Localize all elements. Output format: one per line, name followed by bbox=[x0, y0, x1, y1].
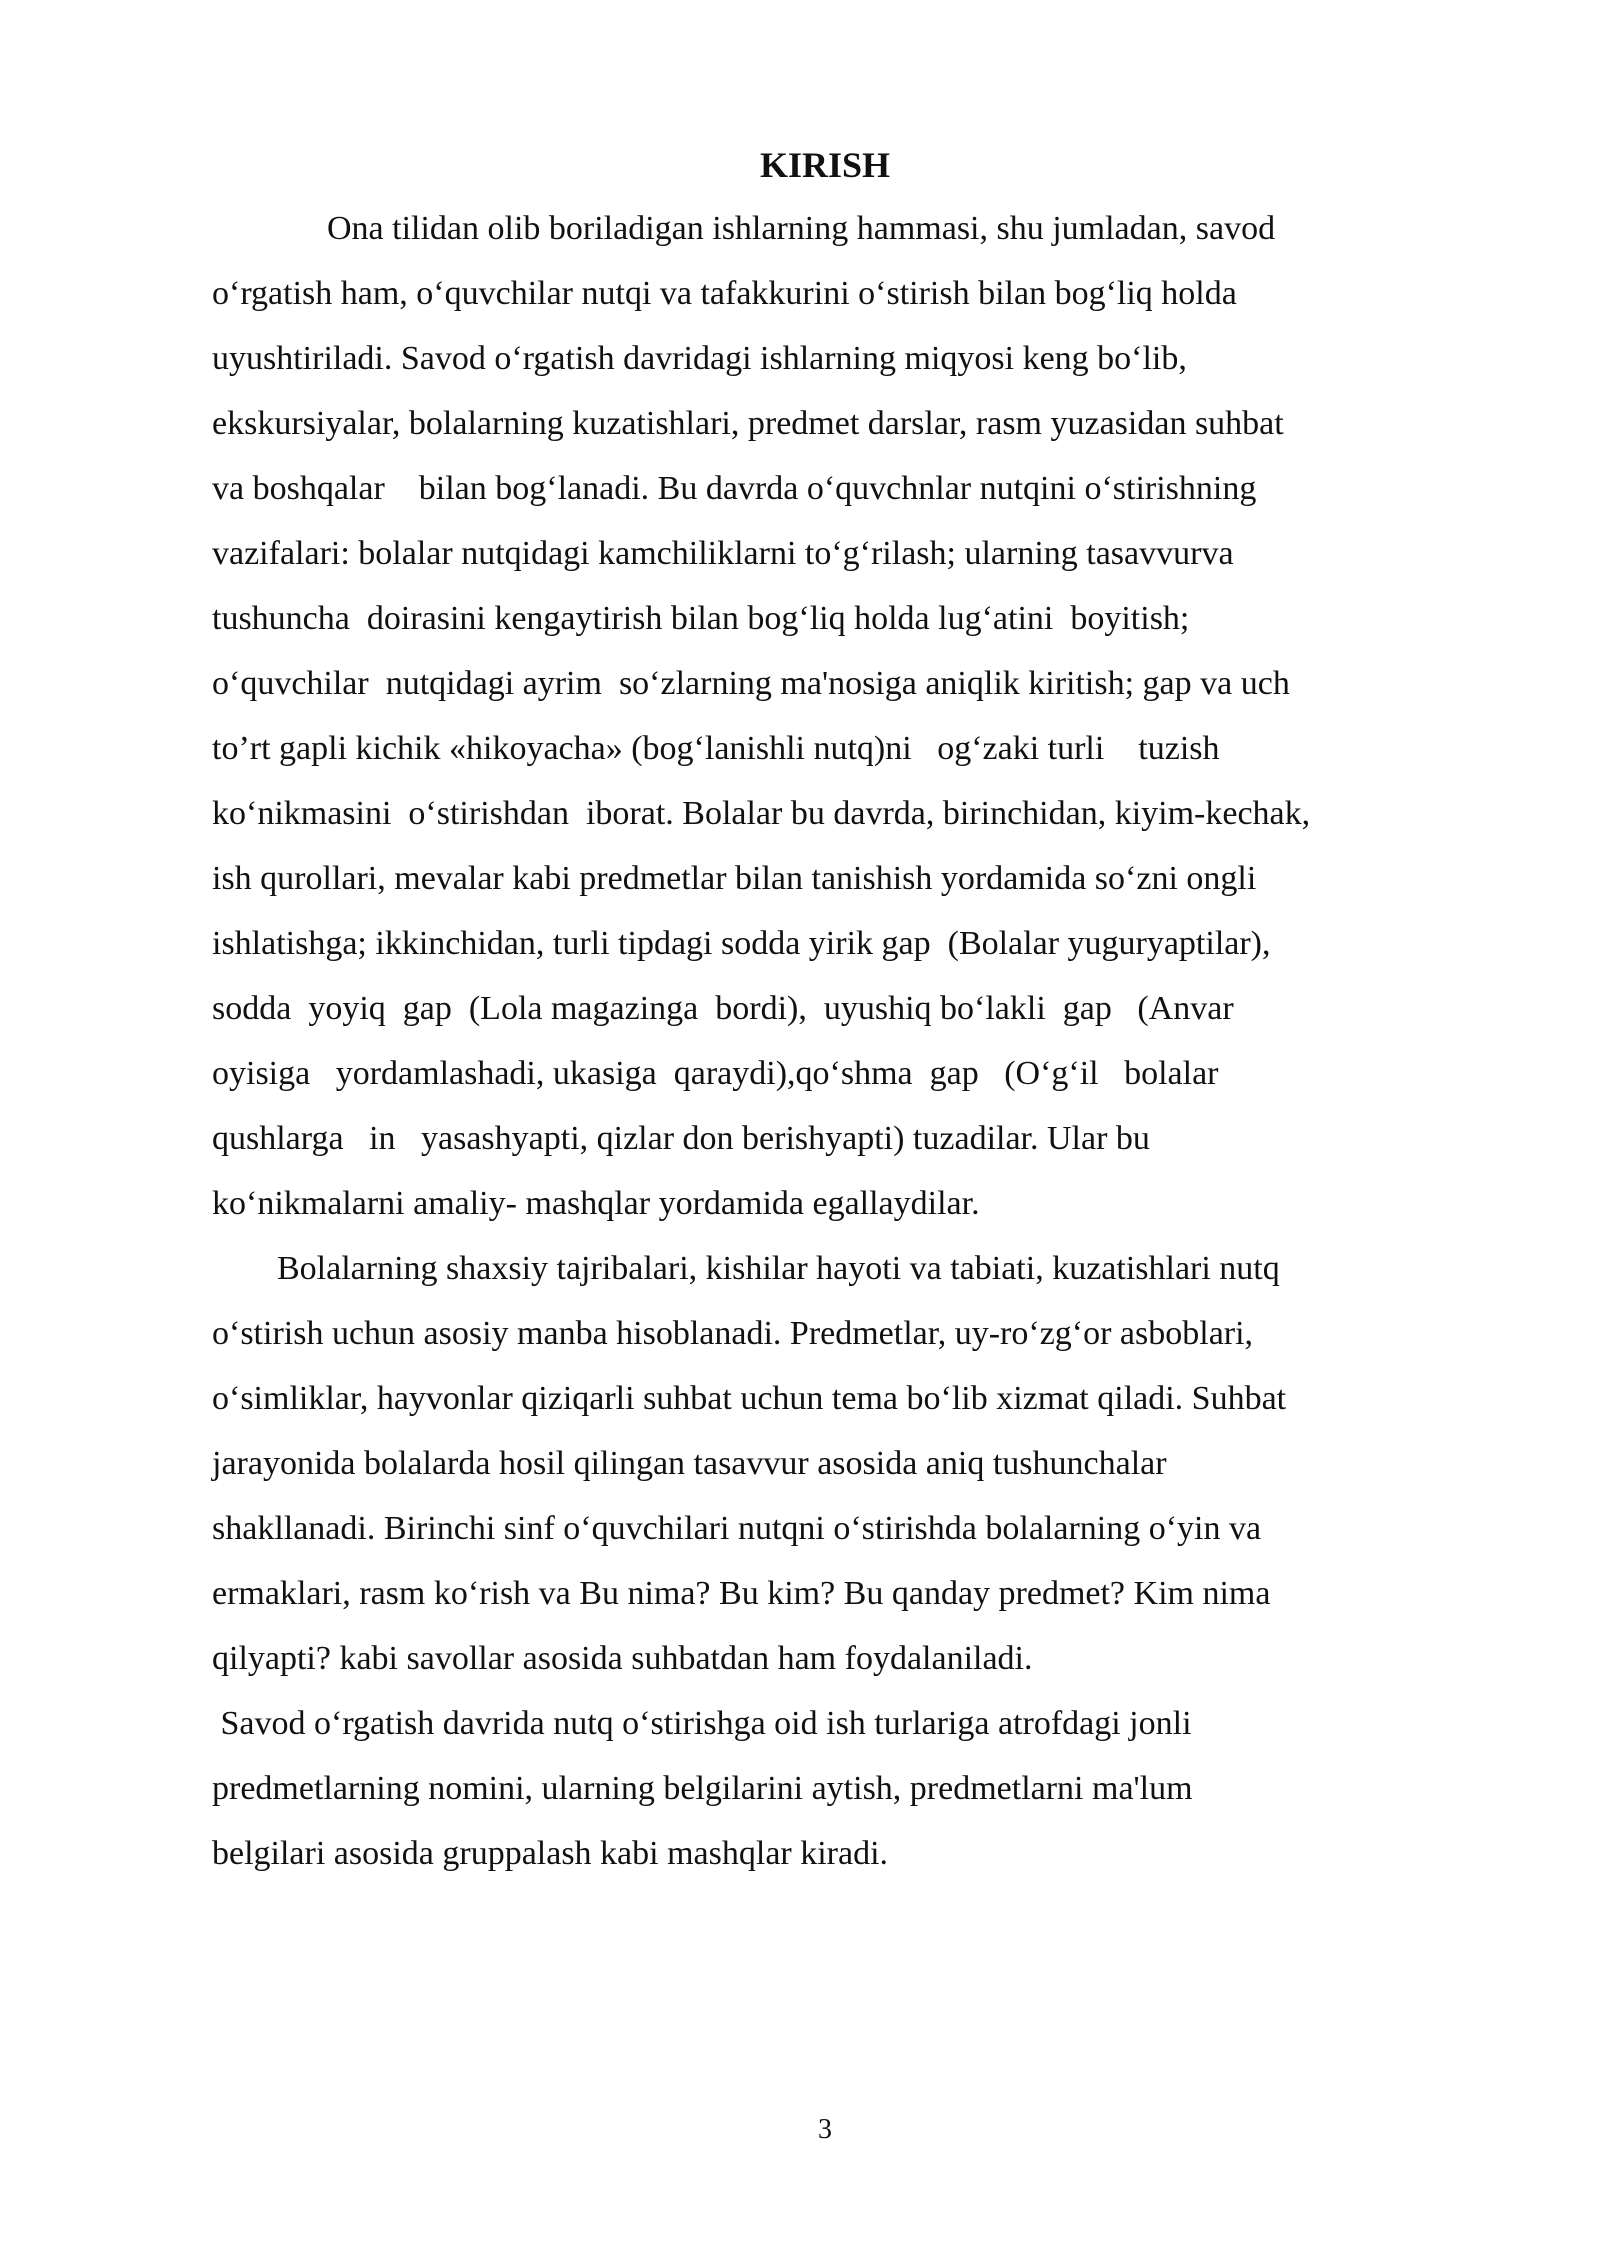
page-number: 3 bbox=[818, 2114, 832, 2145]
paragraph-line: to’rt gapli kichik «hikoyacha» (bog‘lanishli nutq)ni og‘zaki turli tuzish bbox=[212, 730, 1220, 767]
paragraph-line: ermaklari, rasm ko‘rish va Bu nima? Bu kim? Bu qanday predmet? Kim nima bbox=[212, 1575, 1271, 1612]
paragraph-line: Bolalarning shaxsiy tajribalari, kishilar hayoti va tabiati, kuzatishlari nutq bbox=[277, 1250, 1280, 1287]
paragraph-line: vazifalari: bolalar nutqidagi kamchiliklarni to‘g‘rilash; ularning tasavvurva bbox=[212, 535, 1234, 572]
paragraph-line: ko‘nikmalarni amaliy- mashqlar yordamida egallaydilar. bbox=[212, 1185, 980, 1222]
paragraph-line: qushlarga in yasashyapti, qizlar don berishyapti) tuzadilar. Ular bu bbox=[212, 1120, 1150, 1157]
paragraph-line: oyisiga yordamlashadi, ukasiga qaraydi),qo‘shma gap (O‘g‘il bolalar bbox=[212, 1055, 1219, 1092]
paragraph-line: jarayonida bolalarda hosil qilingan tasavvur asosida aniq tushunchalar bbox=[212, 1445, 1167, 1482]
paragraph-line: o‘stirish uchun asosiy manba hisoblanadi. Predmetlar, uy-ro‘zg‘or asboblari, bbox=[212, 1315, 1254, 1352]
paragraph-line: predmetlarning nomini, ularning belgilarini aytish, predmetlarni ma'lum bbox=[212, 1770, 1193, 1807]
paragraph-line: Savod o‘rgatish davrida nutq o‘stirishga oid ish turlariga atrofdagi jonli bbox=[212, 1705, 1192, 1742]
paragraph-line: o‘simliklar, hayvonlar qiziqarli suhbat uchun tema bo‘lib xizmat qiladi. Suhbat bbox=[212, 1380, 1287, 1417]
paragraph-line: belgilari asosida gruppalash kabi mashqlar kiradi. bbox=[212, 1835, 889, 1872]
paragraph-line: shakllanadi. Birinchi sinf o‘quvchilari nutqni o‘stirishda bolalarning o‘yin va bbox=[212, 1510, 1262, 1547]
page-title: KIRISH bbox=[759, 145, 891, 185]
paragraph-line: qilyapti? kabi savollar asosida suhbatdan ham foydalaniladi. bbox=[212, 1640, 1033, 1677]
paragraph-line: Ona tilidan olib boriladigan ishlarning hammasi, shu jumladan, savod bbox=[327, 210, 1276, 247]
paragraph-line: sodda yoyiq gap (Lola magazinga bordi), uyushiq bo‘lakli gap (Anvar bbox=[212, 990, 1234, 1027]
paragraph-line: uyushtiriladi. Savod o‘rgatish davridagi ishlarning miqyosi keng bo‘lib, bbox=[212, 340, 1187, 377]
paragraph-line: o‘rgatish ham, o‘quvchilar nutqi va tafakkurini o‘stirish bilan bog‘liq holda bbox=[212, 275, 1237, 312]
paragraph-line: va boshqalar bilan bog‘lanadi. Bu davrda o‘quvchnlar nutqini o‘stirishning bbox=[212, 470, 1257, 507]
paragraph-line: ekskursiyalar, bolalarning kuzatishlari, predmet darslar, rasm yuzasidan suhbat bbox=[212, 405, 1284, 442]
paragraph-line: ko‘nikmasini o‘stirishdan iborat. Bolalar bu davrda, birinchidan, kiyim-kechak, bbox=[212, 795, 1311, 832]
paragraph-line: ish qurollari, mevalar kabi predmetlar bilan tanishish yordamida so‘zni ongli bbox=[212, 860, 1257, 897]
paragraph-line: tushuncha doirasini kengaytirish bilan bog‘liq holda lug‘atini boyitish; bbox=[212, 600, 1190, 637]
paragraph-line: ishlatishga; ikkinchidan, turli tipdagi sodda yirik gap (Bolalar yuguryaptilar), bbox=[212, 925, 1271, 962]
paragraph-line: o‘quvchilar nutqidagi ayrim so‘zlarning ma'nosiga aniqlik kiritish; gap va uch bbox=[212, 665, 1290, 702]
